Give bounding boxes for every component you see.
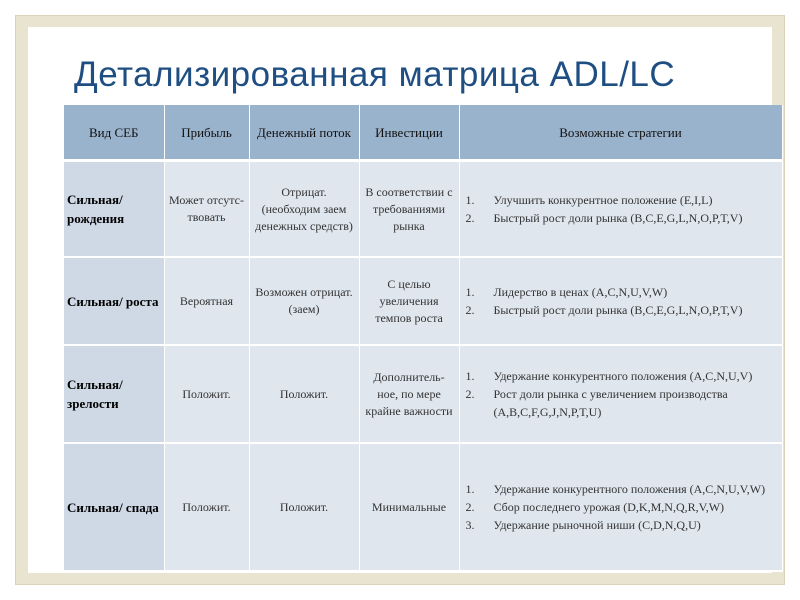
row-cashflow: Возможен отрицат. (заем) <box>249 257 359 345</box>
table-row <box>64 443 782 571</box>
strategy-item <box>466 480 778 498</box>
strategy-number: 2. <box>465 211 475 225</box>
strategy-text: Лидерство в ценах (A,C,N,U,V,W) <box>493 285 668 299</box>
row-type: Сильная/ роста <box>64 257 164 345</box>
row-investment: Дополнитель-ное, по мере крайне важности <box>359 345 459 443</box>
row-strategies <box>459 257 782 345</box>
strategy-text: Быстрый рост доли рынка (B,C,E,G,L,N,O,P,T,V) <box>493 303 743 317</box>
strategy-item <box>466 283 778 301</box>
row-investment: Минимальные <box>359 443 459 571</box>
strategy-text: Удержание рыночной ниши (C,D,N,Q,U) <box>493 518 701 532</box>
row-cashflow: Положит. <box>249 345 359 443</box>
table-row <box>64 257 782 345</box>
strategy-number: 1. <box>465 285 475 299</box>
strategy-text: Удержание конкурентного положения (A,C,N,U,V) <box>493 369 753 383</box>
row-type: Сильная/ зрелости <box>64 345 164 443</box>
strategy-list <box>466 191 778 227</box>
row-profit: Положит. <box>164 345 249 443</box>
strategy-number: 1. <box>465 193 475 207</box>
strategy-item <box>466 498 778 516</box>
row-strategies <box>459 345 782 443</box>
page-title: Детализированная матрица ADL/LC <box>74 55 676 94</box>
strategy-number: 1. <box>465 482 475 496</box>
strategy-item <box>466 191 778 209</box>
strategy-item <box>466 385 778 421</box>
row-profit: Положит. <box>164 443 249 571</box>
strategy-item <box>466 209 778 227</box>
strategy-number: 2. <box>465 500 475 514</box>
strategy-item <box>466 516 778 534</box>
row-investment: С целью увеличения темпов роста <box>359 257 459 345</box>
strategy-list <box>466 283 778 319</box>
table-row <box>64 161 782 258</box>
strategy-number: 2. <box>465 387 475 401</box>
header-strategies: Возможные стратегии <box>459 105 782 161</box>
header-profit: Прибыль <box>164 105 249 161</box>
row-strategies <box>459 161 782 258</box>
strategy-text: Сбор последнего урожая (D,K,M,N,Q,R,V,W) <box>493 500 725 514</box>
strategy-text: Рост доли рынка с увеличением производства (A,B,C,F,G,J,N,P,T,U) <box>493 387 728 419</box>
strategy-text: Удержание конкурентного положения (A,C,N,U,V,W) <box>493 482 766 496</box>
row-profit: Может отсутс-твовать <box>164 161 249 258</box>
adl-lc-matrix-table <box>64 105 783 572</box>
row-profit: Вероятная <box>164 257 249 345</box>
strategy-number: 1. <box>465 369 475 383</box>
header-type: Вид СЕБ <box>64 105 164 161</box>
row-investment: В соответствии с требованиями рынка <box>359 161 459 258</box>
row-cashflow: Отрицат. (необходим заем денежных средств) <box>249 161 359 258</box>
header-investment: Инвестиции <box>359 105 459 161</box>
strategy-text: Улучшить конкурентное положение (Е,I,L) <box>493 193 713 207</box>
row-cashflow: Положит. <box>249 443 359 571</box>
strategy-number: 2. <box>465 303 475 317</box>
row-strategies <box>459 443 782 571</box>
row-type: Сильная/ спада <box>64 443 164 571</box>
table-row <box>64 345 782 443</box>
strategy-text: Быстрый рост доли рынка (B,C,E,G,L,N,O,P,T,V) <box>493 211 743 225</box>
row-type: Сильная/ рождения <box>64 161 164 258</box>
strategy-item <box>466 301 778 319</box>
strategy-list <box>466 367 778 421</box>
strategy-list <box>466 480 778 534</box>
table-header-row <box>64 105 782 161</box>
header-cashflow: Денежный поток <box>249 105 359 161</box>
strategy-item <box>466 367 778 385</box>
strategy-number: 3. <box>465 518 475 532</box>
